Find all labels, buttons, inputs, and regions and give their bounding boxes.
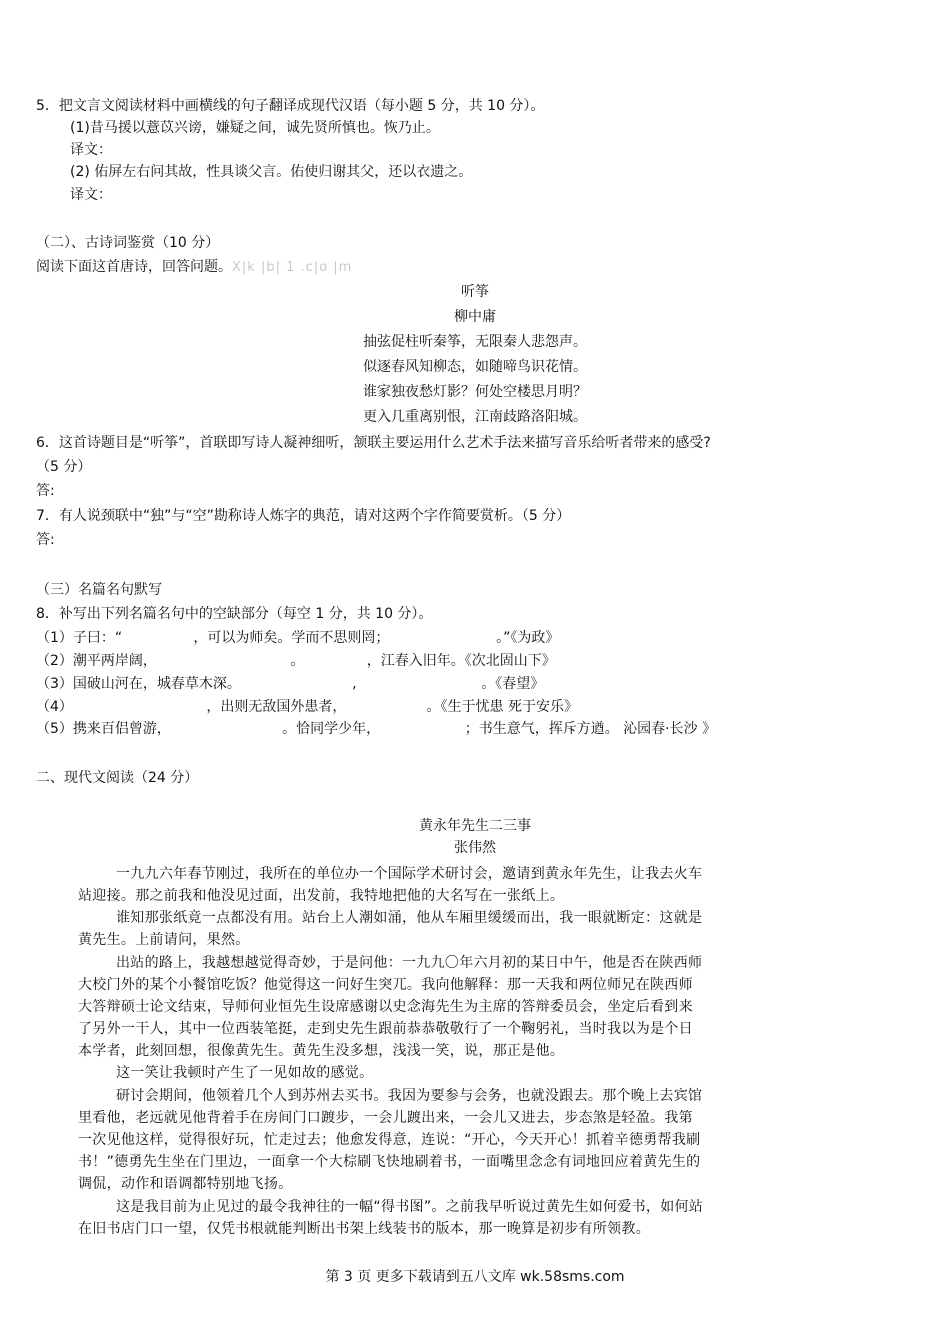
- article-line: 在旧书店门口一望，仅凭书根就能判断出书架上线装书的版本，那一晚算是初步有所领教。: [78, 1221, 650, 1237]
- watermark-text: X|k |b| 1 .c|o |m: [232, 260, 353, 275]
- fill-blank-line-2: （2）潮平两岸阔， 。 ，江春入旧年。《次北固山下》: [36, 653, 556, 669]
- article-line: 一次见他这样，觉得很好玩，忙走过去；他愈发得意，连说：“开心，今天开心！抓着辛德勇帮我刷: [78, 1132, 701, 1148]
- question-6: 6．这首诗题目是“听筝”，首联即写诗人凝神细听，颔联主要运用什么艺术手法来描写音乐给听者带来的感受?: [36, 435, 711, 451]
- translation-label-1: 译文：: [70, 142, 112, 158]
- page-number: 第 3 页: [325, 1269, 372, 1285]
- article-line: 调侃，动作和语调都特别地飞扬。: [78, 1176, 293, 1192]
- article-line: 了另外一干人，其中一位西装笔挺，走到史先生跟前恭恭敬敬行了一个鞠躬礼，当时我以为是个日: [78, 1021, 693, 1037]
- answer-7-label: 答:: [36, 532, 55, 548]
- footer-promo: 更多下载请到五八文库: [375, 1269, 516, 1285]
- article-line: 谁知那张纸竟一点都没有用。站台上人潮如涌，他从车厢里缓缓而出，我一眼就断定：这就是: [78, 910, 703, 926]
- poem-title: 听筝: [461, 284, 489, 300]
- page-footer: [0, 1266, 950, 1288]
- article-line: 这是我目前为止见过的最令我神往的一幅“得书图”。之前我早听说过黄先生如何爱书，如何站: [78, 1199, 704, 1215]
- poem-line: 更入几重离别恨，江南歧路洛阳城。: [363, 409, 587, 425]
- poem-line: 谁家独夜愁灯影？何处空楼思月明？: [363, 384, 587, 400]
- fill-blank-line-3: （3）国破山河在，城春草木深。 , 。《春望》: [36, 676, 545, 692]
- article-line: 黄先生。上前请问，果然。: [78, 932, 250, 948]
- fill-blank-line-4: （4） ，出则无敌国外患者， 。《生于忧患 死于安乐》: [36, 699, 578, 715]
- poetry-section-heading: （二）、古诗词鉴赏（10 分）: [36, 235, 220, 251]
- question-7: 7．有人说颈联中“独”与“空”勘称诗人炼字的典范，请对这两个字作简要赏析。（5 分）: [36, 508, 571, 524]
- fill-blank-line-1: （1）子曰：“ ，可以为师矣。学而不思则罔； 。”《为政》: [36, 630, 560, 646]
- recitation-section-heading: （三）名篇名句默写: [36, 582, 162, 598]
- article-line: 大校门外的某个小餐馆吃饭？他觉得这一问好生突兀。我向他解释：那一天我和两位师兄在陕西师: [78, 977, 693, 993]
- question-5: 5．把文言文阅读材料中画横线的句子翻译成现代汉语（每小题 5 分，共 10 分）。: [36, 98, 545, 114]
- article-author: 张伟然: [454, 840, 496, 856]
- article-line: 站迎接。那之前我和他没见过面，出发前，我特地把他的大名写在一张纸上。: [78, 888, 565, 904]
- poem-author: 柳中庸: [454, 309, 496, 325]
- poetry-intro: [36, 256, 352, 279]
- article-line: 书！”德勇先生坐在门里边，一面拿一个大棕刷飞快地刷着书，一面嘴里念念有词地回应着黄先生的: [78, 1154, 701, 1170]
- fill-blank-line-5: （5）携来百侣曾游， 。恰同学少年， ；书生意气，挥斥方遒。 沁园春·长沙 》: [36, 721, 717, 737]
- article-line: 出站的路上，我越想越觉得奇妙，于是问他：一九九〇年六月初的某日中午，他是否在陕西师: [78, 955, 703, 971]
- article-line: 这一笑让我顿时产生了一见如故的感觉。: [78, 1065, 374, 1081]
- article-line: 研讨会期间，他领着几个人到苏州去买书。我因为要参与会务，也就没跟去。那个晚上去宾馆: [78, 1088, 703, 1104]
- poem-line: 抽弦促柱听秦筝，无限秦人悲怨声。: [363, 334, 587, 350]
- article-line: 一九九六年春节刚过，我所在的单位办一个国际学术研讨会，邀请到黄永年先生，让我去火车: [78, 866, 703, 882]
- translation-label-2: 译文：: [70, 187, 112, 203]
- question-5-item-2: (2) 佑屏左右问其故，性具谈父言。佑使归谢其父，还以衣遗之。: [70, 164, 473, 180]
- article-line: 大答辩硕士论文结束，导师何业恒先生设席感谢以史念海先生为主席的答辩委员会，坐定后看到来: [78, 999, 693, 1015]
- poem-line: 似逐春风知柳态，如随啼鸟识花情。: [363, 359, 587, 375]
- article-line: 里看他，老远就见他背着手在房间门口踱步，一会儿踱出来，一会儿又进去，步态煞是轻盈。我第: [78, 1110, 693, 1126]
- modern-reading-heading: 二、现代文阅读（24 分）: [36, 770, 199, 786]
- footer-site-link[interactable]: wk.58sms.com: [520, 1269, 625, 1285]
- poetry-intro-text: 阅读下面这首唐诗，回答问题。: [36, 259, 232, 275]
- article-title: 黄永年先生二三事: [419, 818, 531, 834]
- question-8: 8．补写出下列名篇名句中的空缺部分（每空 1 分，共 10 分）。: [36, 606, 433, 622]
- article-line: 本学者，此刻回想，很像黄先生。黄先生没多想，浅浅一笑，说，那正是他。: [78, 1043, 565, 1059]
- question-5-item-1: (1)昔马援以薏苡兴谤，嫌疑之间，诚先贤所慎也。恢乃止。: [70, 120, 440, 136]
- question-6-score: （5 分）: [36, 459, 92, 475]
- answer-6-label: 答:: [36, 483, 55, 499]
